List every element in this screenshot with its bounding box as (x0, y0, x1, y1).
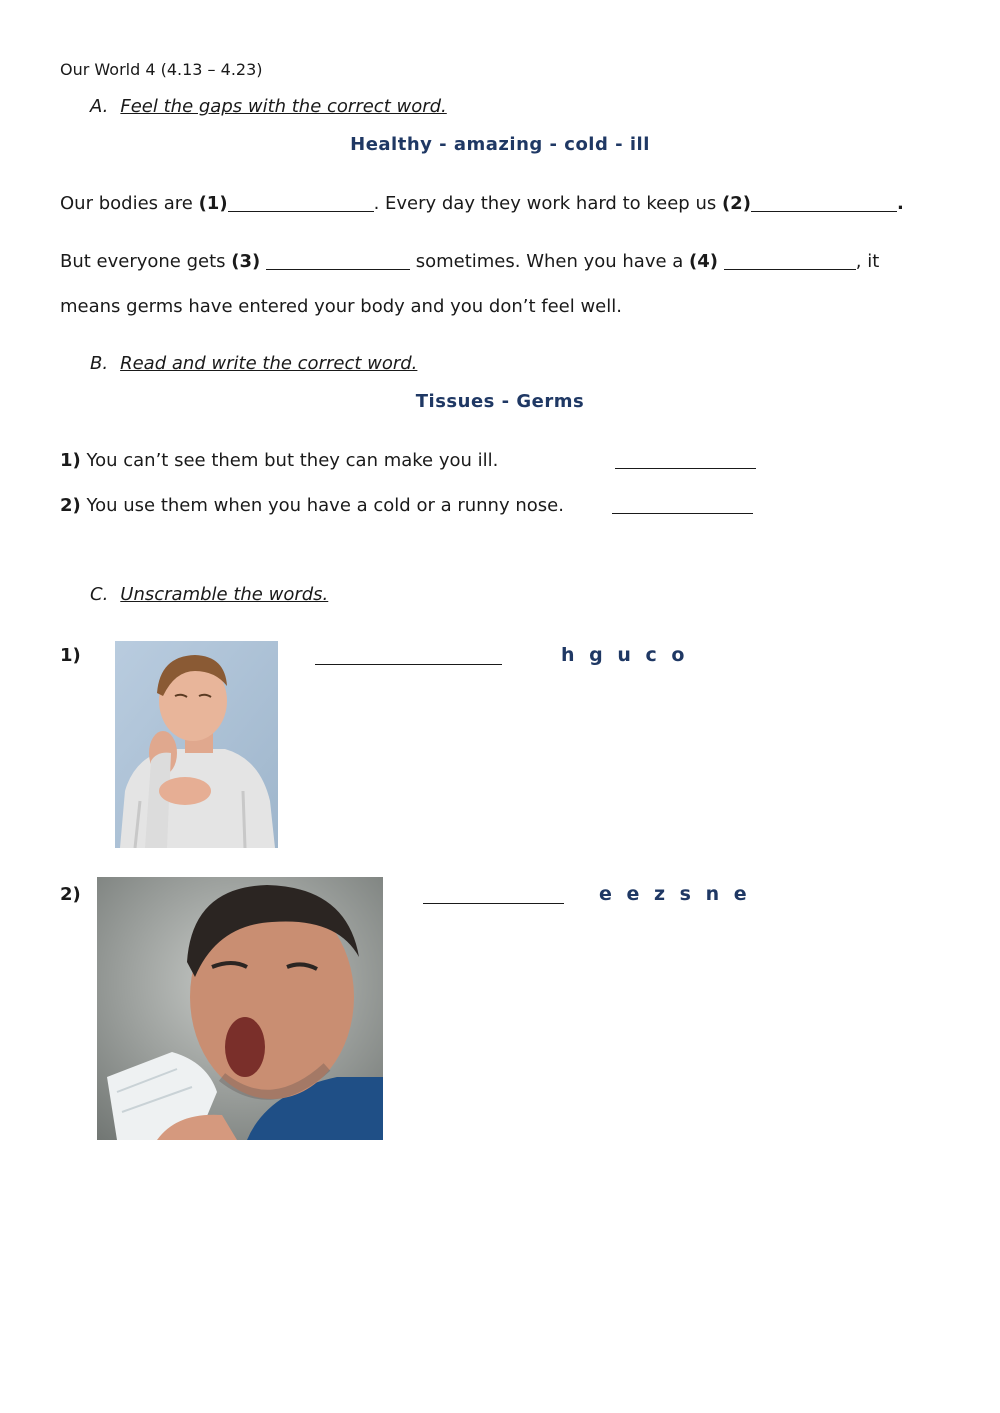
text-segment: . Every day they work hard to keep us (373, 192, 722, 214)
answer-line-c-2[interactable] (423, 903, 564, 904)
section-c-heading (90, 584, 328, 605)
worksheet-header: Our World 4 (4.13 – 4.23) (60, 60, 263, 79)
question-text: You can’t see them but they can make you ill. (80, 450, 499, 471)
section-b-heading (90, 353, 417, 374)
gap-number-3: (3) (231, 250, 261, 272)
section-b-label: B. (90, 353, 109, 374)
text-segment: , it (855, 250, 880, 272)
paragraph-line-3: means germs have entered your body and you don’t feel well. (60, 296, 622, 317)
scrambled-word-1: h g u c o (561, 644, 689, 666)
answer-line-b-2[interactable] (612, 513, 753, 514)
section-a-heading (90, 96, 447, 117)
text-segment: Our bodies are (60, 192, 199, 214)
section-a-word-bank: Healthy - amazing - cold - ill (350, 134, 650, 155)
question-b-1 (60, 450, 498, 471)
paragraph-line-1 (60, 192, 904, 214)
man-sneezing-photo (97, 877, 383, 1140)
unscramble-number-1: 1) (60, 645, 81, 666)
question-number: 2) (60, 495, 81, 516)
unscramble-number-2: 2) (60, 884, 81, 905)
gap-blank-4[interactable] (724, 250, 856, 270)
section-b-word-bank: Tissues - Germs (415, 391, 585, 412)
question-number: 1) (60, 450, 81, 471)
gap-number-2: (2) (721, 192, 751, 214)
gap-number-1: (1) (198, 192, 228, 214)
section-b-title: Read and write the correct word. (120, 353, 418, 374)
section-a-label: A. (90, 96, 109, 117)
text-segment: But everyone gets (60, 250, 232, 272)
gap-blank-1[interactable] (228, 192, 374, 212)
text-segment: . (896, 192, 904, 214)
answer-line-b-1[interactable] (615, 468, 756, 469)
question-text: You use them when you have a cold or a runny nose. (80, 495, 564, 516)
man-sneezing-illustration (97, 877, 383, 1140)
section-c-title: Unscramble the words. (120, 584, 329, 605)
boy-coughing-photo (115, 641, 278, 848)
section-a-title: Feel the gaps with the correct word. (120, 96, 447, 117)
paragraph-line-2 (60, 250, 879, 272)
gap-blank-2[interactable] (751, 192, 897, 212)
gap-blank-3[interactable] (266, 250, 410, 270)
gap-number-4: (4) (689, 250, 719, 272)
section-c-label: C. (90, 584, 109, 605)
question-b-2 (60, 495, 564, 516)
answer-line-c-1[interactable] (315, 664, 502, 665)
boy-coughing-illustration (115, 641, 278, 848)
scrambled-word-2: e e z s n e (599, 883, 751, 905)
text-segment: sometimes. When you have a (409, 250, 690, 272)
